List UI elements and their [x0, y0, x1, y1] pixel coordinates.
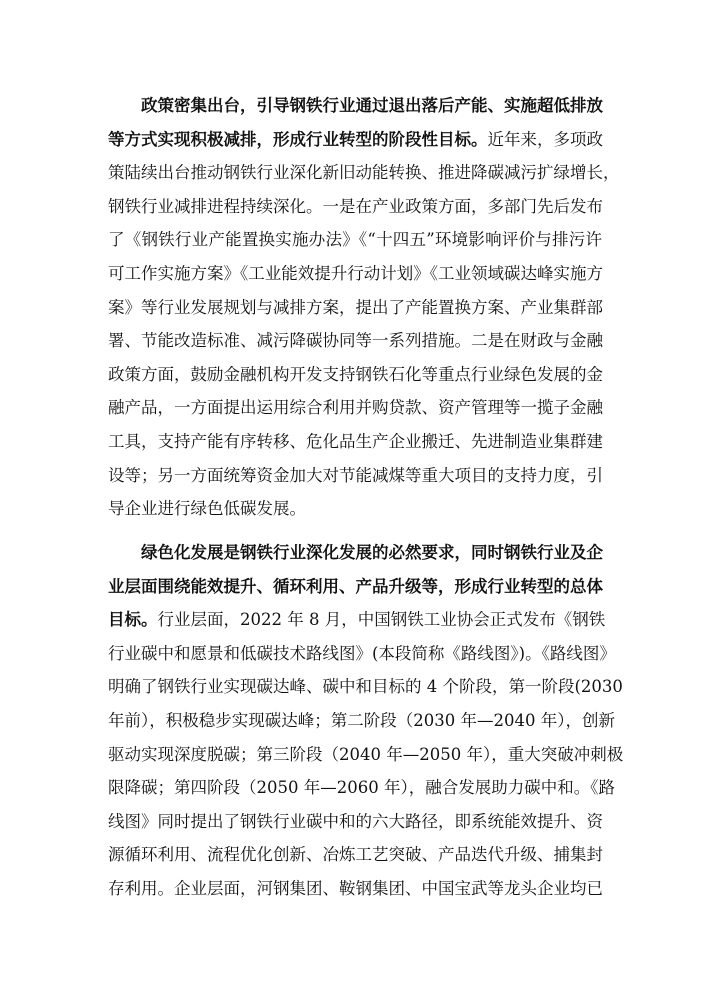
text-line [108, 391, 602, 425]
text-line [108, 570, 602, 604]
body-text: 线图》同时提出了钢铁行业碳中和的六大路径，即系统能效提升、资 [108, 811, 603, 831]
body-text: 了《钢铁行业产能置换实施办法》《“十四五”环境影响评价与排污许 [108, 230, 602, 250]
text-line [108, 89, 602, 123]
text-line [108, 771, 615, 805]
body-text: 行业碳中和愿景和低碳技术路线图》(本段简称《路线图》)。《路线图》 [108, 643, 616, 663]
text-line [108, 223, 602, 257]
text-line [108, 805, 602, 839]
bold-lead-text: 业层面围绕能效提升、循环利用、产品升级等，形成行业转型的总体 [108, 576, 603, 596]
paragraph-policy [108, 89, 620, 526]
body-text: 限降碳；第四阶段（2050 年—2060 年），融合发展助力碳中和。《路 [108, 778, 615, 798]
text-line [108, 738, 624, 772]
text-line [108, 459, 602, 493]
body-text: 导企业进行绿色低碳发展。 [108, 499, 306, 519]
body-text: 钢铁行业减排进程持续深化。一是在产业政策方面，多部门先后发布 [108, 196, 603, 216]
text-line [108, 358, 602, 392]
text-line [108, 603, 606, 637]
body-text: 工具，支持产能有序转移、危化品生产企业搬迁、先进制造业集群建 [108, 431, 603, 451]
text-line [108, 704, 615, 738]
body-text: 行业层面，2022 年 8 月，中国钢铁工业协会正式发布《钢铁 [157, 610, 606, 630]
bold-lead-text: 绿色化发展是钢铁行业深化发展的必然要求，同时钢铁行业及企 [141, 543, 603, 562]
paragraph-green-development [108, 536, 624, 906]
text-line [108, 123, 602, 157]
body-text: 案》等行业发展规划与减排方案，提出了产能置换方案、产业集群部 [108, 297, 603, 317]
body-text: 政策方面，鼓励金融机构开发支持钢铁石化等重点行业绿色发展的金 [108, 364, 603, 384]
body-text: 存利用。企业层面，河钢集团、鞍钢集团、中国宝武等龙头企业均已 [108, 878, 603, 898]
text-line [108, 637, 616, 671]
bold-lead-text: 等方式实现积极减排，形成行业转型的阶段性目标。 [108, 129, 488, 149]
text-line [108, 291, 602, 325]
bold-lead-text: 政策密集出台，引导钢铁行业通过退出落后产能、实施超低排放 [141, 96, 603, 115]
text-line [108, 670, 623, 704]
text-line [108, 536, 602, 570]
body-text: 驱动实现深度脱碳；第三阶段（2040 年—2050 年），重大突破冲刺极 [108, 744, 624, 764]
text-line [108, 156, 620, 190]
text-line [108, 257, 602, 291]
text-line [108, 838, 602, 872]
body-text: 明确了钢铁行业实现碳达峰、碳中和目标的 4 个阶段，第一阶段(2030 [108, 677, 623, 697]
body-text: 可工作实施方案》《工业能效提升行动计划》《工业领域碳达峰实施方 [108, 263, 603, 283]
body-text: 设等；另一方面统筹资金加大对节能减煤等重大项目的支持力度，引 [108, 465, 603, 485]
text-line [108, 190, 602, 224]
body-text: 年前），积极稳步实现碳达峰；第二阶段（2030 年—2040 年），创新 [108, 710, 615, 730]
text-line [108, 872, 602, 906]
body-text: 源循环利用、流程优化创新、冶炼工艺突破、产品迭代升级、捕集封 [108, 845, 603, 865]
body-text: 署、节能改造标准、减污降碳协同等一系列措施。二是在财政与金融 [108, 331, 603, 351]
text-line [108, 425, 602, 459]
text-line [108, 492, 602, 526]
body-text: 近年来，多项政 [487, 129, 603, 149]
body-text: 融产品，一方面提出运用综合利用并购贷款、资产管理等一揽子金融 [108, 398, 603, 418]
text-line [108, 324, 602, 358]
bold-lead-text: 目标。 [108, 610, 158, 630]
body-text: 策陆续出台推动钢铁行业深化新旧动能转换、推进降碳减污扩绿增长， [108, 163, 620, 183]
